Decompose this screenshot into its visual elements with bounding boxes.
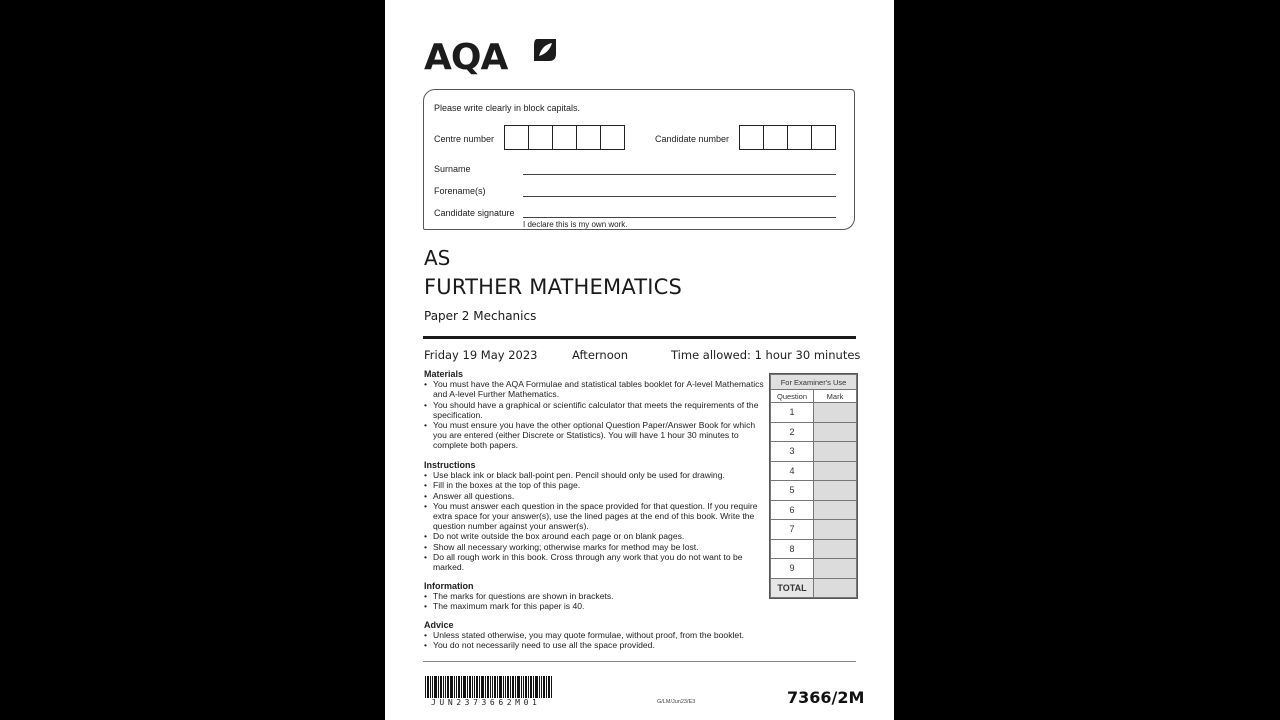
instructions-heading: Instructions	[424, 460, 476, 470]
centre-digit-box[interactable]	[577, 126, 601, 149]
candidate-number-label: Candidate number	[655, 134, 730, 144]
centre-digit-box[interactable]	[553, 126, 577, 149]
signature-field[interactable]	[523, 217, 836, 218]
materials-heading: Materials	[424, 369, 464, 379]
instructions-section	[424, 460, 769, 572]
question-number: 8	[771, 539, 814, 559]
instructions-item: • Do all rough work in this book. Cross through any work that you do not want to be marked.	[424, 552, 769, 572]
candidate-number-field[interactable]	[739, 125, 836, 150]
candidate-details-box	[423, 89, 855, 230]
advice-item: • Unless stated otherwise, you may quote formulae, without proof, from the booklet.	[424, 630, 804, 640]
candidate-digit-box[interactable]	[764, 126, 788, 149]
centre-number-field[interactable]	[504, 125, 625, 150]
advice-heading: Advice	[424, 620, 454, 630]
question-number: 6	[771, 500, 814, 520]
declaration-text: I declare this is my own work.	[523, 220, 628, 229]
mark-cell	[814, 403, 857, 423]
paper-title: Paper 2 Mechanics	[424, 309, 537, 323]
information-heading: Information	[424, 581, 474, 591]
leaf-icon	[534, 39, 556, 61]
mark-cell	[814, 539, 857, 559]
candidate-digit-box[interactable]	[788, 126, 812, 149]
candidate-digit-box[interactable]	[812, 126, 835, 149]
instructions-item: • Answer all questions.	[424, 491, 769, 501]
candidate-digit-box[interactable]	[740, 126, 764, 149]
advice-section	[424, 620, 804, 651]
exam-session: Afternoon	[572, 348, 629, 362]
question-column-header: Question	[771, 390, 814, 403]
centre-digit-box[interactable]	[601, 126, 624, 149]
materials-item: • You must have the AQA Formulae and statistical tables booklet for A-level Mathematics and A-level Further Mathematics.	[424, 379, 769, 399]
mark-column-header: Mark	[814, 390, 857, 403]
materials-item: • You should have a graphical or scientific calculator that meets the requirements of the specification.	[424, 400, 769, 420]
logo-text: AQA	[424, 37, 508, 78]
qualification-level: AS	[424, 246, 451, 270]
materials-section	[424, 369, 769, 451]
footer-divider	[423, 661, 856, 662]
information-item: • The marks for questions are shown in brackets.	[424, 591, 769, 601]
form-instruction: Please write clearly in block capitals.	[434, 103, 581, 113]
instructions-item: • You must answer each question in the space provided for that question. If you require extra space for your answer(s), use the lined pages at the end of this book. Write the question number against your answer(s).	[424, 501, 769, 532]
surname-field[interactable]	[523, 174, 836, 175]
instructions-item: • Do not write outside the box around each page or on blank pages.	[424, 531, 769, 541]
centre-digit-box[interactable]	[505, 126, 529, 149]
advice-item: • You do not necessarily need to use all the space provided.	[424, 640, 804, 650]
paper-code: 7366/2M	[787, 688, 865, 707]
barcode	[425, 676, 597, 698]
surname-label: Surname	[434, 164, 471, 174]
examiner-use-table	[769, 373, 858, 599]
signature-label: Candidate signature	[434, 208, 515, 218]
time-allowed: Time allowed: 1 hour 30 minutes	[671, 348, 861, 362]
question-number: 2	[771, 422, 814, 442]
mark-cell	[814, 481, 857, 501]
document-reference: G/LM/Jun23/E3	[657, 699, 696, 705]
information-item: • The maximum mark for this paper is 40.	[424, 601, 769, 611]
mark-cell	[814, 422, 857, 442]
information-section	[424, 581, 769, 612]
materials-item: • You must ensure you have the other optional Question Paper/Answer Book for which you are entered (either Discrete or Statistics). You will have 1 hour 30 minutes to complete both papers.	[424, 420, 769, 451]
centre-digit-box[interactable]	[529, 126, 553, 149]
mark-cell	[814, 559, 857, 579]
examiner-table-title: For Examiner's Use	[771, 375, 857, 390]
total-label: TOTAL	[771, 578, 814, 597]
question-number: 9	[771, 559, 814, 579]
forenames-field[interactable]	[523, 196, 836, 197]
instructions-item: • Fill in the boxes at the top of this page.	[424, 480, 769, 490]
mark-cell	[814, 442, 857, 462]
forenames-label: Forename(s)	[434, 186, 486, 196]
subject-title: FURTHER MATHEMATICS	[424, 275, 683, 299]
mark-cell	[814, 461, 857, 481]
instructions-item: • Use black ink or black ball-point pen. Pencil should only be used for drawing.	[424, 470, 769, 480]
question-number: 3	[771, 442, 814, 462]
instructions-item: • Show all necessary working; otherwise marks for method may be lost.	[424, 542, 769, 552]
question-number: 7	[771, 520, 814, 540]
mark-cell	[814, 520, 857, 540]
exam-paper-cover	[385, 0, 894, 720]
centre-number-label: Centre number	[434, 134, 495, 144]
exam-date: Friday 19 May 2023	[424, 348, 538, 362]
question-number: 5	[771, 481, 814, 501]
question-number: 4	[771, 461, 814, 481]
total-mark-cell	[814, 578, 857, 597]
barcode-text: JUN2373662M01	[431, 698, 541, 707]
mark-cell	[814, 500, 857, 520]
question-number: 1	[771, 403, 814, 423]
aqa-logo	[424, 38, 507, 78]
title-divider	[423, 336, 856, 339]
